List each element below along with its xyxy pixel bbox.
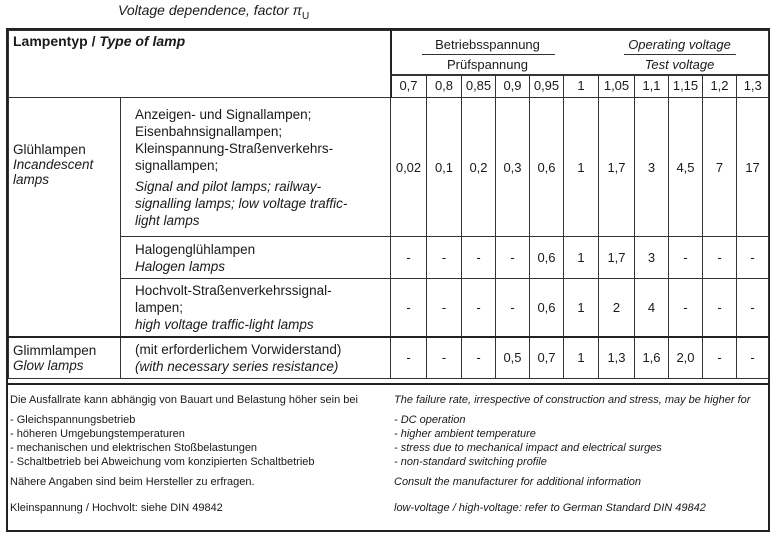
voltage-factor-label: 0,9	[496, 75, 530, 97]
value-cell: 1	[564, 237, 599, 279]
value-cell: 1,7	[599, 98, 635, 237]
notes-section	[8, 383, 768, 530]
notes-de-contact: Nähere Angaben sind beim Hersteller zu erfragen.	[10, 476, 255, 488]
desc-de-line: Eisenbahnsignallampen;	[135, 123, 283, 139]
operating-voltage-de: Betriebsspannung	[435, 37, 540, 52]
list-item: - Schaltbetrieb bei Abweichung vom konzipierten Schaltbetrieb	[10, 455, 385, 469]
desc-en-line: signalling lamps; low voltage traffic-	[135, 195, 348, 211]
value-cell: -	[737, 279, 769, 337]
table-row	[9, 237, 769, 279]
value-cell: -	[427, 337, 462, 379]
value-cell: 0,7	[530, 337, 564, 379]
value-cell: 2,0	[669, 337, 703, 379]
notes-german	[10, 393, 385, 515]
group-cell-glow	[9, 337, 121, 379]
operating-de-underline	[422, 54, 555, 55]
group-label-de: Glühlampen	[13, 142, 86, 157]
group-cell-incandescent	[9, 98, 121, 337]
desc-en-line: (with necessary series resistance)	[135, 358, 339, 374]
value-cell: -	[391, 279, 427, 337]
notes-en-reference: low-voltage / high-voltage: refer to German Standard DIN 49842	[394, 502, 706, 514]
value-cell: 17	[737, 98, 769, 237]
value-cell: -	[737, 337, 769, 379]
value-cell: -	[391, 337, 427, 379]
group-label-en: Glow lamps	[13, 357, 84, 373]
value-cell: -	[391, 237, 427, 279]
voltage-factor-label: 0,95	[530, 75, 564, 97]
page-title	[118, 2, 309, 22]
value-cell: 0,6	[530, 237, 564, 279]
desc-de-line: Anzeigen- und Signallampen;	[135, 106, 312, 122]
voltage-factor-label: 0,8	[427, 75, 462, 97]
table-row	[9, 337, 769, 379]
voltage-factor-label: 1,3	[737, 75, 769, 97]
value-cell: -	[462, 279, 496, 337]
notes-english	[394, 393, 766, 515]
voltage-factor-label: 1,15	[669, 75, 703, 97]
value-cell: -	[496, 279, 530, 337]
value-cell: 1	[564, 337, 599, 379]
group-label-en: Incandescent lamps	[13, 157, 94, 187]
title-text: Voltage dependence, factor π	[118, 2, 302, 18]
value-cell: 0,1	[427, 98, 462, 237]
list-item: - Gleichspannungsbetrieb	[10, 413, 385, 427]
lamp-type-header-en: Type of lamp	[99, 33, 186, 49]
notes-de-list	[10, 413, 385, 469]
value-cell: -	[462, 237, 496, 279]
value-cell: 4,5	[669, 98, 703, 237]
notes-de-intro: Die Ausfallrate kann abhängig von Bauart und Belastung höher sein bei	[10, 394, 358, 406]
value-cell: 7	[703, 98, 737, 237]
operating-en-underline	[624, 54, 736, 55]
voltage-factor-label: 1,2	[703, 75, 737, 97]
value-cell: -	[496, 237, 530, 279]
value-cell: 4	[635, 279, 669, 337]
notes-en-intro: The failure rate, irrespective of construction and stress, may be higher for	[394, 394, 751, 406]
list-item: - higher ambient temperature	[394, 427, 766, 441]
voltage-factor-label: 0,7	[391, 75, 427, 97]
lamp-description	[121, 98, 391, 237]
desc-de-line: signallampen;	[135, 157, 219, 173]
list-item: - mechanischen und elektrischen Stoßbelastungen	[10, 441, 385, 455]
voltage-factor-label: 0,85	[462, 75, 496, 97]
value-cell: -	[703, 279, 737, 337]
value-cell: 0,6	[530, 98, 564, 237]
desc-de-line: (mit erforderlichem Vorwiderstand)	[135, 341, 342, 357]
value-cell: 3	[635, 98, 669, 237]
voltage-factor-label: 1,05	[599, 75, 635, 97]
table-row	[9, 279, 769, 337]
voltage-factor-label: 1,1	[635, 75, 669, 97]
value-cell: 0,5	[496, 337, 530, 379]
value-cell: -	[669, 279, 703, 337]
lamp-description	[121, 337, 391, 379]
value-cell: -	[427, 279, 462, 337]
list-item: - non-standard switching profile	[394, 455, 766, 469]
notes-en-list	[394, 413, 766, 469]
lamp-description	[121, 279, 391, 337]
desc-en-line: Halogen lamps	[135, 258, 226, 274]
test-voltage-de: Prüfspannung	[447, 57, 528, 72]
test-voltage-en: Test voltage	[644, 57, 715, 72]
value-cell: 0,2	[462, 98, 496, 237]
desc-de-line: Hochvolt-Straßenverkehrssignal-	[135, 282, 332, 298]
lamp-type-header-de: Lampentyp /	[13, 33, 100, 49]
notes-en-contact: Consult the manufacturer for additional information	[394, 476, 642, 488]
group-label-de: Glimmlampen	[13, 342, 97, 358]
value-cell: -	[427, 237, 462, 279]
value-cell: -	[462, 337, 496, 379]
desc-de-line: Kleinspannung-Straßenverkehrs-	[135, 140, 334, 156]
value-cell: 3	[635, 237, 669, 279]
voltage-factor-label: 1	[564, 75, 599, 97]
list-item: - DC operation	[394, 413, 766, 427]
value-cell: -	[737, 237, 769, 279]
value-cell: 1	[564, 98, 599, 237]
desc-en-line: high voltage traffic-light lamps	[135, 316, 314, 332]
lamp-description	[121, 237, 391, 279]
voltage-table-frame	[6, 28, 770, 532]
desc-de-line: Halogenglühlampen	[135, 241, 256, 257]
table-row	[9, 98, 769, 237]
value-cell: 0,02	[391, 98, 427, 237]
value-cell: -	[669, 237, 703, 279]
desc-de-line: lampen;	[135, 299, 184, 315]
value-cell: 2	[599, 279, 635, 337]
list-item: - höheren Umgebungstemperaturen	[10, 427, 385, 441]
desc-en-line: light lamps	[135, 212, 200, 228]
value-cell: -	[703, 237, 737, 279]
title-subscript: U	[302, 10, 310, 22]
value-cell: 1,3	[599, 337, 635, 379]
value-cell: 1	[564, 279, 599, 337]
voltage-values-row	[390, 74, 769, 97]
desc-en-line: Signal and pilot lamps; railway-	[135, 178, 322, 194]
notes-de-reference: Kleinspannung / Hochvolt: siehe DIN 49842	[10, 502, 223, 514]
value-cell: 0,3	[496, 98, 530, 237]
list-item: - stress due to mechanical impact and electrical surges	[394, 441, 766, 455]
value-cell: 1,6	[635, 337, 669, 379]
value-cell: 0,6	[530, 279, 564, 337]
value-cell: 1,7	[599, 237, 635, 279]
operating-voltage-en: Operating voltage	[628, 37, 731, 52]
value-cell: -	[703, 337, 737, 379]
lamp-type-header	[9, 31, 391, 98]
